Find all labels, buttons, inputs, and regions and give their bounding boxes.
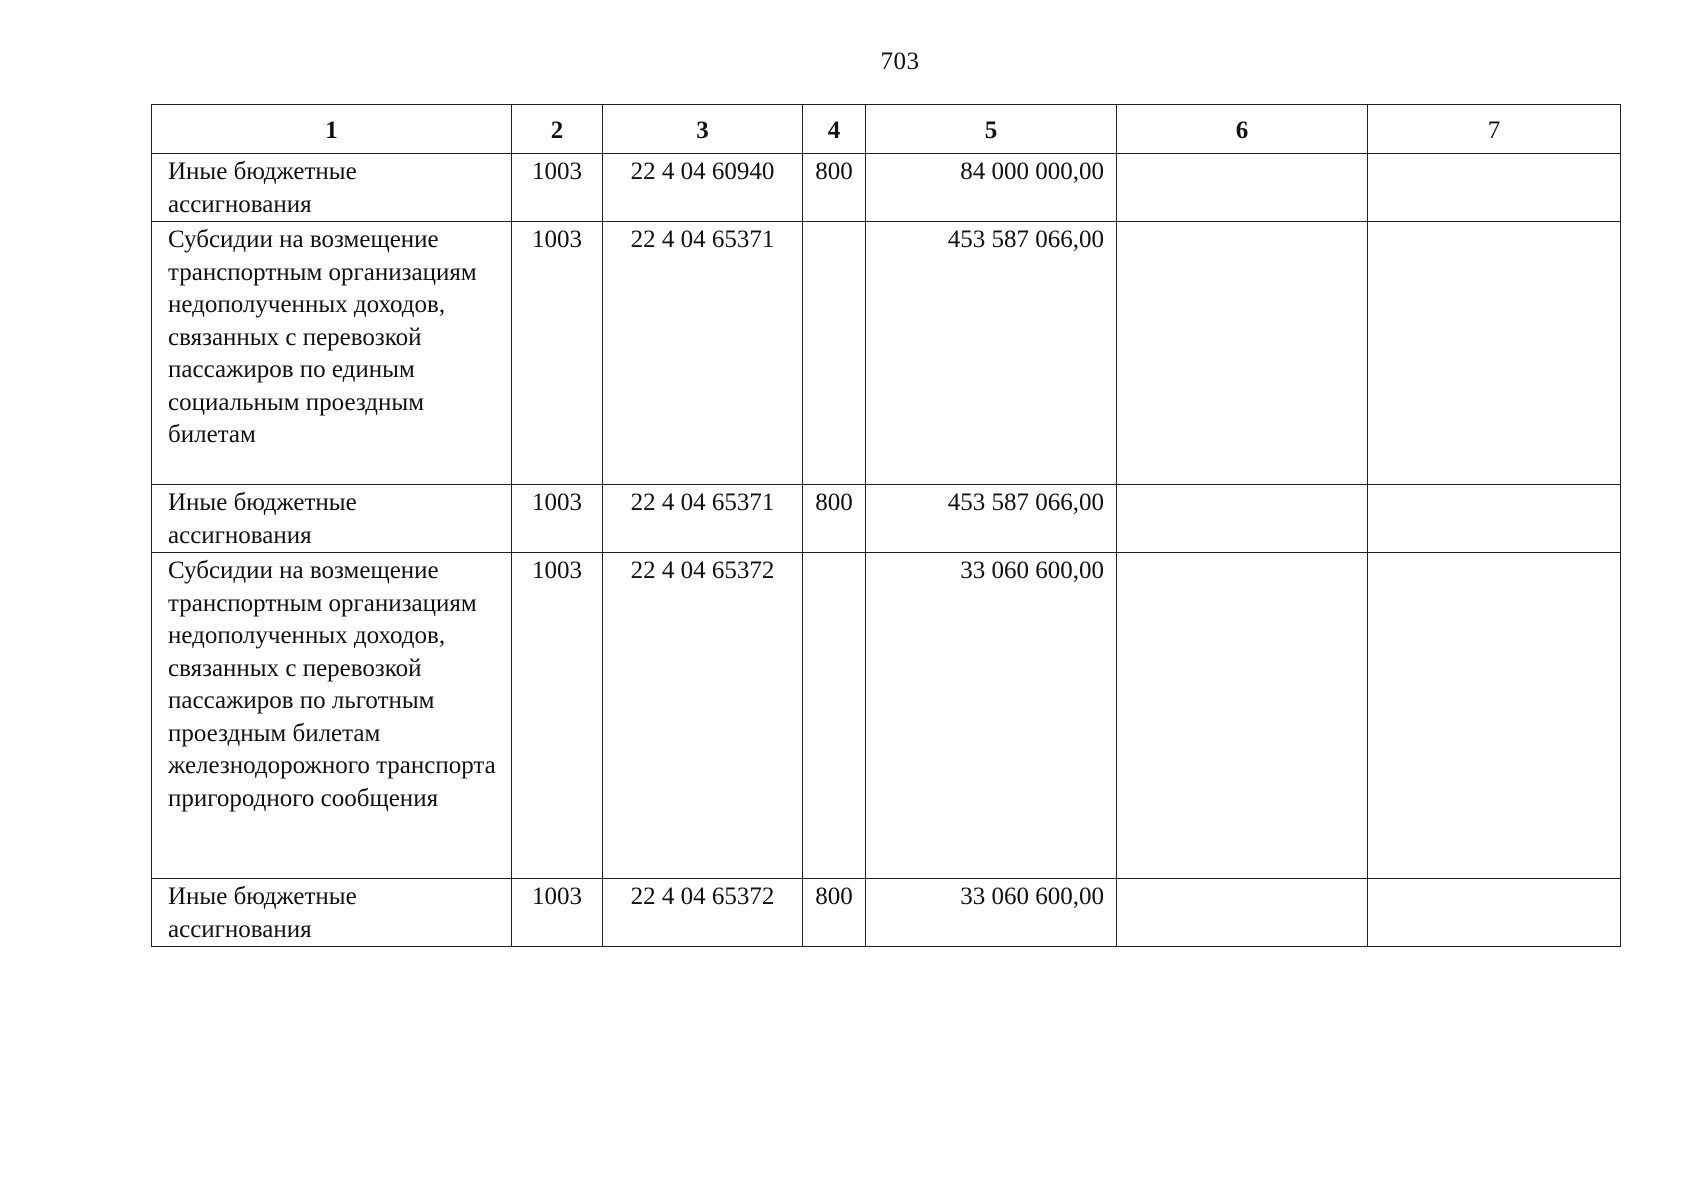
expense-type-cell: [803, 553, 866, 879]
column-header: 4: [803, 105, 866, 154]
target-code-cell: 22 4 04 65372: [603, 553, 803, 879]
amount-cell: 453 587 066,00: [866, 485, 1117, 553]
col6-cell: [1117, 553, 1368, 879]
col7-cell: [1368, 154, 1621, 222]
column-header: 6: [1117, 105, 1368, 154]
table-row: [152, 154, 1621, 222]
amount-cell: 84 000 000,00: [866, 154, 1117, 222]
column-header: 2: [512, 105, 603, 154]
section-code-cell: 1003: [512, 154, 603, 222]
expense-type-cell: 800: [803, 485, 866, 553]
column-header: 7: [1368, 105, 1621, 154]
row-name-cell: Иные бюджетные ассигнования: [152, 879, 512, 947]
section-code-cell: 1003: [512, 879, 603, 947]
page-number: 703: [880, 48, 920, 75]
table-row: [152, 879, 1621, 947]
section-code-cell: 1003: [512, 553, 603, 879]
column-header: 5: [866, 105, 1117, 154]
amount-cell: 33 060 600,00: [866, 879, 1117, 947]
col7-cell: [1368, 222, 1621, 485]
col7-cell: [1368, 879, 1621, 947]
budget-table: [151, 104, 1621, 947]
col6-cell: [1117, 154, 1368, 222]
column-header: 3: [603, 105, 803, 154]
col6-cell: [1117, 485, 1368, 553]
column-header: 1: [152, 105, 512, 154]
row-name-cell: Иные бюджетные ассигнования: [152, 485, 512, 553]
target-code-cell: 22 4 04 65371: [603, 485, 803, 553]
row-name-cell: Субсидии на возмещение транспортным организациям недополученных доходов, связанных с перевозкой пассажиров по единым социальным проездным билетам: [152, 222, 512, 485]
row-name-cell: Иные бюджетные ассигнования: [152, 154, 512, 222]
table-row: [152, 222, 1621, 485]
expense-type-cell: [803, 222, 866, 485]
header-row: [152, 105, 1621, 154]
expense-type-cell: 800: [803, 154, 866, 222]
col6-cell: [1117, 222, 1368, 485]
table-row: [152, 553, 1621, 879]
col7-cell: [1368, 485, 1621, 553]
section-code-cell: 1003: [512, 485, 603, 553]
target-code-cell: 22 4 04 65371: [603, 222, 803, 485]
table-row: [152, 485, 1621, 553]
target-code-cell: 22 4 04 60940: [603, 154, 803, 222]
section-code-cell: 1003: [512, 222, 603, 485]
target-code-cell: 22 4 04 65372: [603, 879, 803, 947]
col7-cell: [1368, 553, 1621, 879]
row-name-cell: Субсидии на возмещение транспортным организациям недополученных доходов, связанных с перевозкой пассажиров по льготным проездным билетам железнодорожного транспорта пригородного сообщения: [152, 553, 512, 879]
amount-cell: 33 060 600,00: [866, 553, 1117, 879]
col6-cell: [1117, 879, 1368, 947]
expense-type-cell: 800: [803, 879, 866, 947]
amount-cell: 453 587 066,00: [866, 222, 1117, 485]
